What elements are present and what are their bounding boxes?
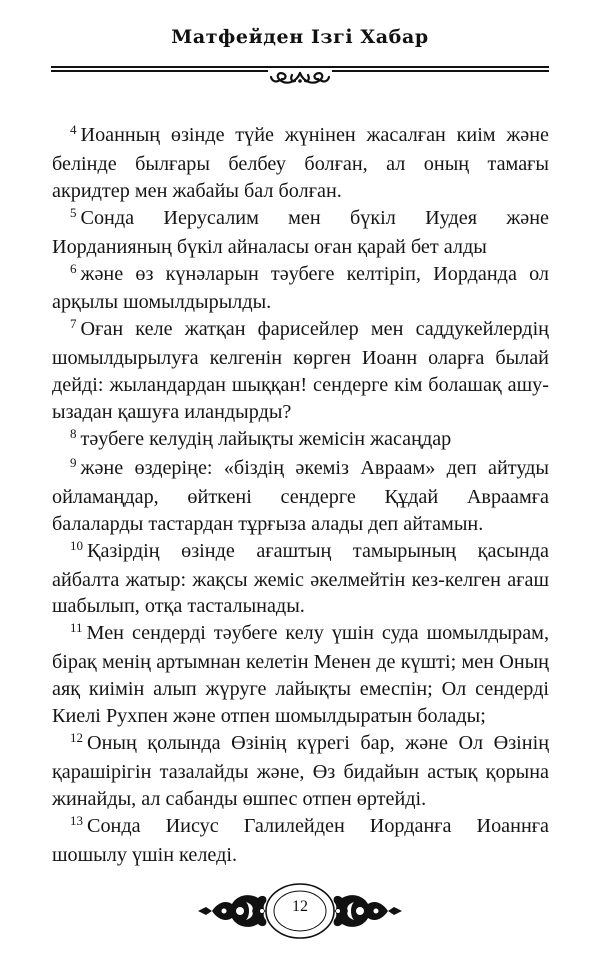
verse-number: 13 [70, 812, 83, 828]
verse-number: 9 [70, 454, 77, 470]
verse-10 [52, 538, 549, 621]
verse-text: Сонда Иисус Галилейден Иорданға Иоаннға шошылу үшін келеді. [52, 814, 549, 866]
verse-number: 11 [70, 620, 83, 636]
page-number: 12 [292, 898, 308, 915]
verse-text: Иоанның өзінде түйе жүнінен жасалған киім және белінде былғары белбеу болған, ал оның тамағы акридтер мен жабайы бал болған. [52, 124, 549, 202]
verse-13 [52, 813, 549, 869]
page-title: Матфейден Ізгі Хабар [171, 26, 429, 48]
verse-text: және өздеріңе: «біздің әкеміз Авраам» деп айтуды ойламаңдар, өйткені сендерге Құдай Авраамға балаларды тастардан тұрғыза алады деп айтамын. [52, 456, 549, 535]
verse-12 [52, 730, 549, 813]
verse-text: Мен сендерді тәубеге келу үшін суда шомылдырам, бірақ менің артымнан келетін Менен де күшті; мен Оның аяқ киімін алып жүруге лайықты емеспін; Ол сендерді Киелі Рухпен және отпен шомылдыратын болады; [52, 622, 549, 728]
verse-8 [52, 426, 549, 455]
header-rule-top [51, 66, 549, 68]
scripture-body [52, 122, 549, 868]
verse-6 [52, 261, 549, 317]
verse-number: 10 [70, 537, 83, 553]
verse-7 [52, 316, 549, 426]
verse-number: 8 [70, 425, 77, 441]
verse-9 [52, 455, 549, 538]
verse-5 [52, 205, 549, 261]
verse-text: Оған келе жатқан фарисейлер мен саддукейлердің шомылдырылуға келгенін көрген Иоанн оларға былай дейді: жыландардан шыққан! сендерге кім болашақ ашу-ызадан қашуға иландырды? [52, 318, 549, 424]
verse-number: 4 [70, 122, 77, 137]
verse-number: 7 [70, 316, 77, 332]
flourish-ornament-icon [268, 69, 332, 87]
verse-number: 12 [70, 729, 83, 745]
verse-text: Сонда Иерусалим мен бүкіл Иудея және Иорданияның бүкіл айналасы оған қарай бет алды [52, 206, 549, 258]
verse-11 [52, 620, 549, 730]
verse-text: тәубеге келудің лайықты жемісін жасаңдар [80, 427, 452, 450]
verse-text: Қазірдің өзінде ағаштың тамырының қасында айбалта жатыр: жақсы жеміс әкелмейтін кез-келген ағаш шабылып, отқа тасталынады. [52, 539, 549, 618]
verse-text: және өз күнәларын тәубеге келтіріп, Иорданда ол арқылы шомылдырылды. [52, 262, 549, 314]
verse-4 [52, 122, 549, 205]
verse-text: Оның қолында Өзінің күрегі бар, және Ол Өзінің қарашірігін тазалайды және, Өз бидайын астық қорына жинайды, ал сабанды өшпес отпен өртейді. [52, 731, 549, 810]
verse-number: 5 [70, 204, 77, 220]
verse-number: 6 [70, 260, 77, 276]
